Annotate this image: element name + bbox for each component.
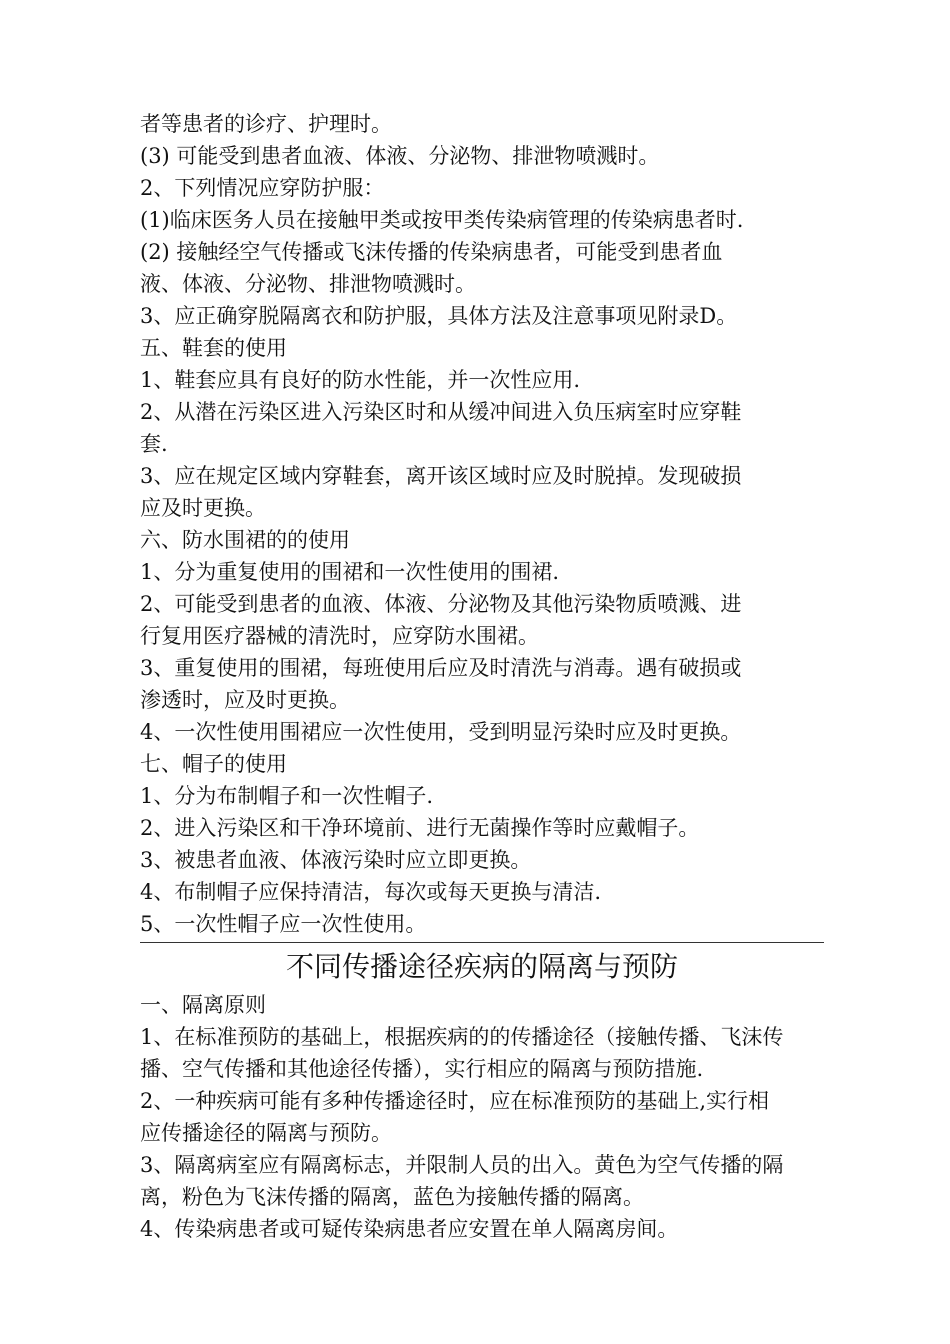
text-line: 3、隔离病室应有隔离标志，并限制人员的出入。黄色为空气传播的隔 bbox=[140, 1153, 784, 1177]
section-b bbox=[140, 989, 830, 1245]
section-heading: 六、防水围裙的的使用 bbox=[140, 528, 350, 552]
text-line: 2、进入污染区和干净环境前、进行无菌操作等时应戴帽子。 bbox=[140, 816, 700, 840]
text-line: 3、应正确穿脱隔离衣和防护服，具体方法及注意事项见附录D。 bbox=[140, 304, 738, 328]
text-line: 4、一次性使用围裙应一次性使用，受到明显污染时应及时更换。 bbox=[140, 720, 742, 744]
section-heading: 五、鞋套的使用 bbox=[140, 336, 287, 360]
text-line: 行复用医疗器械的清洗时，应穿防水围裙。 bbox=[140, 624, 539, 648]
text-line: 应传播途径的隔离与预防。 bbox=[140, 1121, 392, 1145]
text-line: 1、在标准预防的基础上，根据疾病的的传播途径（接触传播、飞沫传 bbox=[140, 1025, 784, 1049]
text-line: 液、体液、分泌物、排泄物喷溅时。 bbox=[140, 272, 476, 296]
text-line: 2、从潜在污染区进入污染区时和从缓冲间进入负压病室时应穿鞋 bbox=[140, 400, 742, 424]
text-line: 1、分为布制帽子和一次性帽子. bbox=[140, 784, 434, 808]
section-divider bbox=[140, 942, 824, 943]
text-line: 应及时更换。 bbox=[140, 496, 266, 520]
text-line: 3、重复使用的围裙，每班使用后应及时清洗与消毒。遇有破损或 bbox=[140, 656, 742, 680]
text-line: (1)临床医务人员在接触甲类或按甲类传染病管理的传染病患者时. bbox=[140, 208, 744, 232]
text-line: 3、被患者血液、体液污染时应立即更换。 bbox=[140, 848, 532, 872]
text-line: 套. bbox=[140, 432, 168, 456]
section-heading: 七、帽子的使用 bbox=[140, 752, 287, 776]
text-line: 2、一种疾病可能有多种传播途径时，应在标准预防的基础上,实行相 bbox=[140, 1089, 770, 1113]
text-line: 渗透时，应及时更换。 bbox=[140, 688, 350, 712]
text-line: 2、下列情况应穿防护服： bbox=[140, 176, 385, 200]
text-line: 离，粉色为飞沫传播的隔离，蓝色为接触传播的隔离。 bbox=[140, 1185, 644, 1209]
document-page bbox=[140, 108, 830, 1245]
text-line: 者等患者的诊疗、护理时。 bbox=[140, 112, 392, 136]
section-heading: 一、隔离原则 bbox=[140, 993, 266, 1017]
text-line: 5、一次性帽子应一次性使用。 bbox=[140, 912, 427, 936]
text-line: 4、布制帽子应保持清洁，每次或每天更换与清洁. bbox=[140, 880, 602, 904]
text-line: 2、可能受到患者的血液、体液、分泌物及其他污染物质喷溅、进 bbox=[140, 592, 742, 616]
text-line: 1、鞋套应具有良好的防水性能，并一次性应用. bbox=[140, 368, 581, 392]
document-title: 不同传播途径疾病的隔离与预防 bbox=[285, 950, 678, 983]
text-line: 播、空气传播和其他途径传播），实行相应的隔离与预防措施. bbox=[140, 1057, 704, 1081]
text-line: (2) 接触经空气传播或飞沫传播的传染病患者，可能受到患者血 bbox=[140, 240, 723, 264]
text-line: 1、分为重复使用的围裙和一次性使用的围裙. bbox=[140, 560, 560, 584]
text-line: 3、应在规定区域内穿鞋套，离开该区域时应及时脱掉。发现破损 bbox=[140, 464, 742, 488]
text-line: (3) 可能受到患者血液、体液、分泌物、排泄物喷溅时。 bbox=[140, 144, 660, 168]
section-a bbox=[140, 108, 830, 940]
text-line: 4、传染病患者或可疑传染病患者应安置在单人隔离房间。 bbox=[140, 1217, 679, 1241]
